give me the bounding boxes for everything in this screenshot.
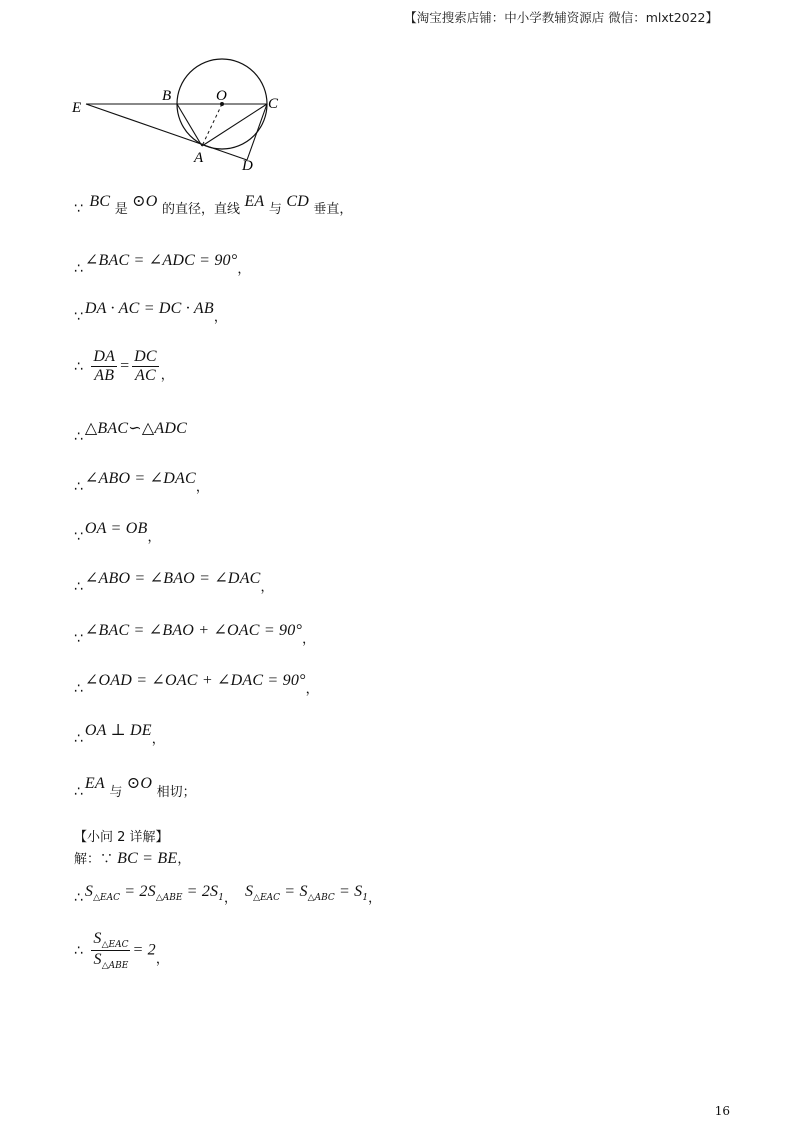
because-symbol: ∵: [74, 631, 83, 647]
comma: ，: [151, 732, 165, 747]
geometry-figure: [64, 56, 294, 180]
comma: ，: [213, 310, 227, 325]
fraction-da-ab: [91, 348, 117, 385]
solution-prefix: 解：∵: [74, 852, 118, 867]
math-ea: EA: [84, 775, 105, 792]
page-number: 16: [714, 1104, 730, 1118]
math-expr: BC = BE: [117, 850, 178, 867]
therefore-symbol: ∴: [74, 579, 83, 595]
subscript: 1: [362, 893, 369, 903]
therefore-symbol: ∴: [74, 479, 83, 495]
therefore-symbol: ∴: [74, 358, 83, 375]
text-diameter-line: 的直径，直线: [161, 202, 240, 217]
subscript: △ABC: [307, 893, 335, 903]
text-yu: 与: [268, 202, 282, 217]
part2-line-2: [74, 883, 382, 906]
step-6: [74, 470, 209, 495]
step-12: [74, 775, 196, 800]
text-tangent: 相切；: [156, 785, 196, 800]
label-D: D: [242, 158, 253, 174]
comma: ，: [160, 367, 174, 383]
comma: ，: [368, 891, 382, 906]
math-expr: = S: [334, 883, 363, 900]
math-circle-o: ⊙O: [126, 775, 153, 792]
subscript: 1: [218, 893, 224, 903]
because-symbol: ∵: [74, 529, 83, 545]
math-expr: ∠BAC = ∠BAO + ∠OAC = 90°: [84, 622, 303, 639]
subscript: △ABE: [101, 961, 129, 971]
subscript: △EAC: [93, 893, 121, 903]
part2-line-1: [74, 850, 190, 869]
math-expr: ∠ABO = ∠BAO = ∠DAC: [84, 570, 261, 587]
label-A: A: [194, 150, 204, 166]
math-expr: OA = OB: [84, 520, 148, 537]
math-s: S: [84, 883, 94, 900]
because-symbol: ∵: [74, 201, 83, 217]
text-yu: 与: [109, 785, 123, 800]
therefore-symbol: ∴: [74, 942, 83, 959]
text-shi: 是: [114, 202, 128, 217]
math-cd: CD: [286, 193, 309, 210]
step-8: [74, 570, 274, 595]
step-5: [74, 420, 187, 445]
math-expr: OA ⊥ DE: [84, 722, 152, 739]
step-9: [74, 622, 316, 647]
label-B: B: [162, 88, 172, 104]
comma: ，: [237, 262, 251, 277]
label-E: E: [72, 100, 82, 116]
numerator: DC: [134, 348, 157, 365]
step-10: [74, 672, 319, 697]
comma: ，: [302, 632, 316, 647]
step-11: [74, 722, 165, 747]
step-2: [74, 252, 251, 277]
step-7: [74, 520, 161, 545]
subscript: △EAC: [101, 940, 129, 950]
step-4: [74, 348, 174, 385]
numerator: DA: [93, 348, 116, 365]
label-O: O: [216, 88, 227, 104]
label-C: C: [268, 96, 279, 112]
denominator: AC: [135, 367, 156, 384]
because-symbol: ∵: [74, 309, 83, 325]
equals: =: [119, 357, 131, 375]
math-s: S: [93, 930, 102, 947]
text-perpendicular: 垂直，: [313, 202, 353, 217]
part2-line-3: [74, 930, 169, 971]
math-expr: = S: [280, 883, 308, 900]
therefore-symbol: ∴: [74, 890, 83, 906]
math-s: S: [244, 883, 254, 900]
comma: ，: [195, 480, 209, 495]
comma: ，: [147, 530, 161, 545]
therefore-symbol: ∴: [74, 429, 83, 445]
fraction-dc-ac: [132, 348, 159, 385]
math-ea: EA: [244, 193, 265, 210]
math-bc: BC: [89, 193, 111, 210]
equals-two: = 2: [132, 941, 156, 959]
denominator: AB: [94, 367, 115, 384]
step-3: [74, 300, 227, 325]
math-expr: △BAC∽△ADC: [84, 420, 187, 437]
page-header: 【淘宝搜索店铺：中小学教辅资源店 微信：mlxt2022】: [404, 10, 718, 25]
math-expr: ∠OAD = ∠OAC + ∠DAC = 90°: [84, 672, 306, 689]
denominator: [91, 951, 130, 971]
math-expr: = 2S: [120, 883, 156, 900]
numerator: [91, 930, 130, 951]
step-1: [74, 193, 353, 219]
therefore-symbol: ∴: [74, 261, 83, 277]
math-expr: ∠ABO = ∠DAC: [84, 470, 196, 487]
comma: ，: [223, 891, 237, 906]
comma: ，: [305, 682, 319, 697]
circle-tangent-diagram: [64, 56, 294, 176]
therefore-symbol: ∴: [74, 784, 83, 800]
therefore-symbol: ∴: [74, 681, 83, 697]
math-circle-o: ⊙O: [132, 193, 158, 210]
subscript: △ABE: [155, 893, 183, 903]
math-expr: DA · AC = DC · AB: [84, 300, 214, 317]
math-expr: ∠BAC = ∠ADC = 90°: [84, 252, 238, 269]
comma: ，: [155, 951, 169, 967]
comma: ，: [177, 852, 191, 867]
fraction-area-ratio: [91, 930, 130, 971]
math-expr: = 2S: [182, 883, 219, 900]
math-s: S: [93, 951, 102, 968]
part2-title: 【小问 2 详解】: [74, 830, 169, 845]
subscript: △EAC: [253, 893, 281, 903]
therefore-symbol: ∴: [74, 731, 83, 747]
comma: ，: [260, 580, 274, 595]
